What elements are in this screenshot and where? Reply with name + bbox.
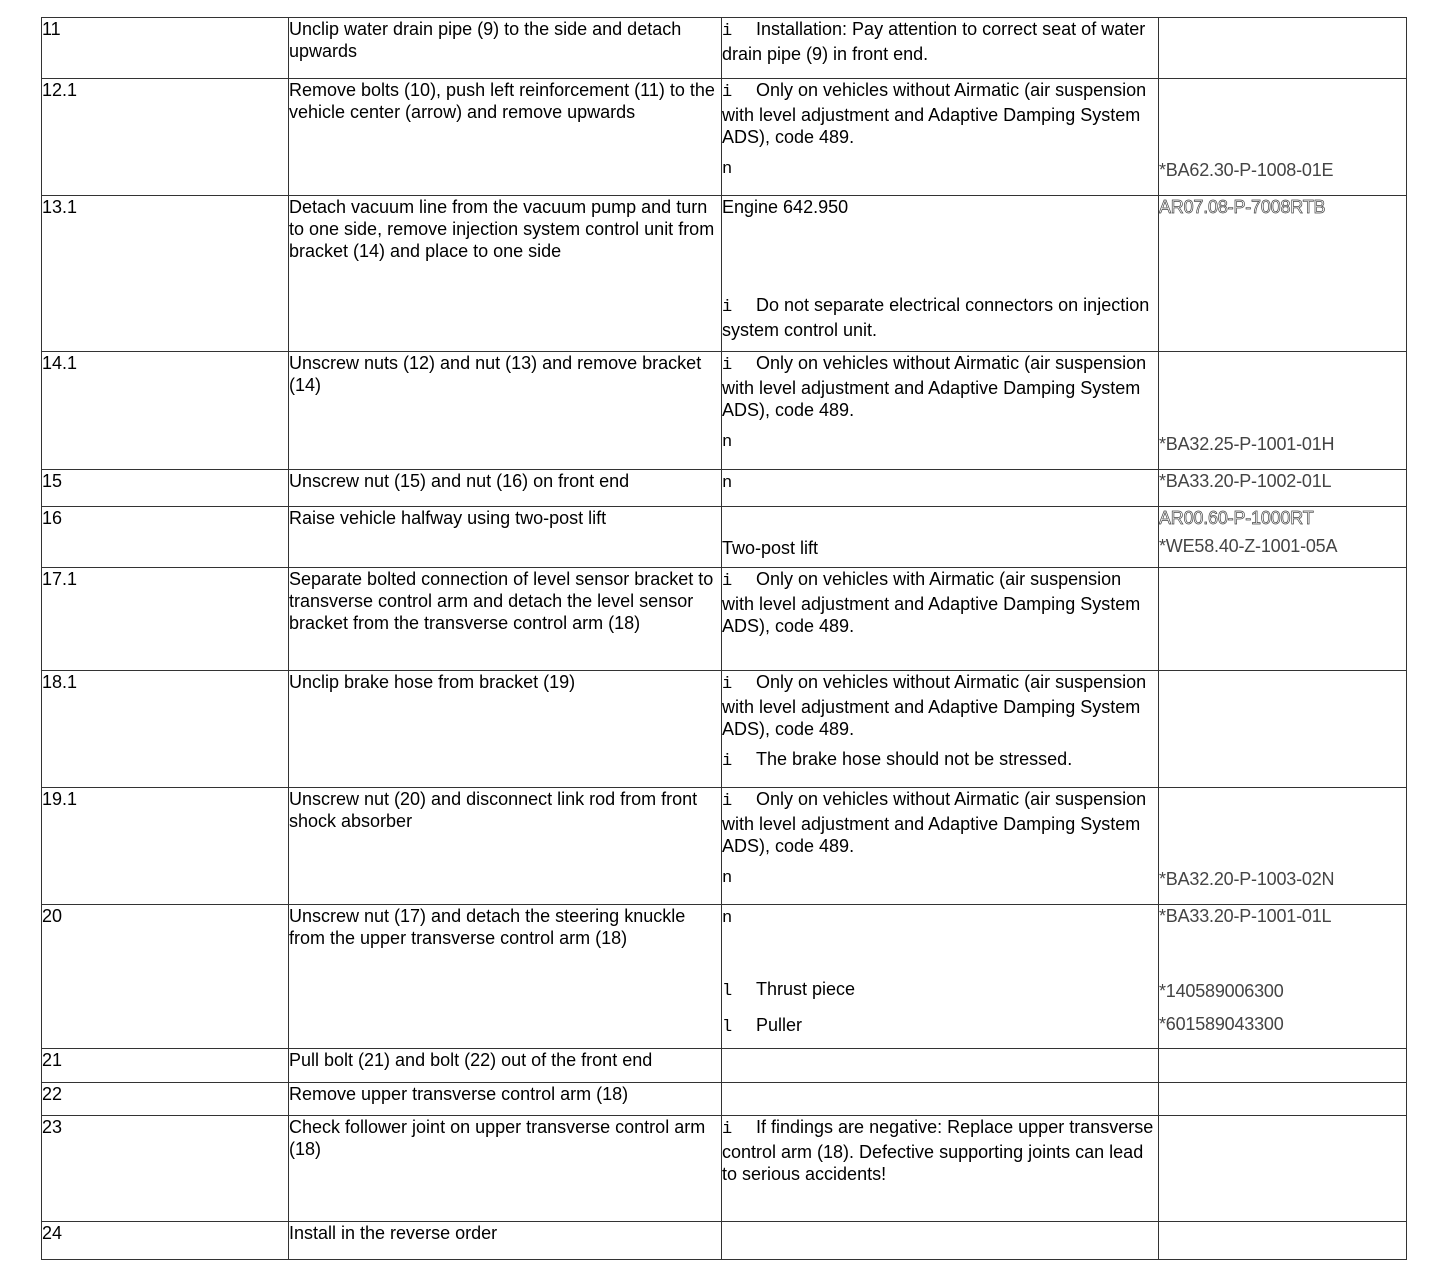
table-row: [42, 79, 1407, 196]
reference-link[interactable]: *BA32.20-P-1003-02N: [1159, 869, 1335, 889]
engine-label: Engine 642.950: [722, 197, 849, 217]
step-references: [1159, 905, 1407, 1049]
info-icon: i: [722, 752, 733, 771]
table-row: [42, 905, 1407, 1049]
step-notes: [722, 1049, 1159, 1083]
table-row: [42, 18, 1407, 79]
reference-link[interactable]: *BA32.25-P-1001-01H: [1159, 434, 1335, 454]
table-row: [42, 507, 1407, 568]
step-number: 21: [42, 1049, 289, 1083]
step-notes: [722, 79, 1159, 196]
step-notes: [722, 1083, 1159, 1116]
step-references: [1159, 1116, 1407, 1222]
step-description: Unclip brake hose from bracket (19): [289, 671, 722, 788]
table-row: [42, 568, 1407, 671]
reference-link[interactable]: *BA62.30-P-1008-01E: [1159, 160, 1334, 180]
step-notes: [722, 18, 1159, 79]
step-notes: [722, 1222, 1159, 1260]
step-notes: [722, 352, 1159, 470]
tool-icon: l: [722, 982, 733, 1001]
step-notes: [722, 905, 1159, 1049]
table-row: [42, 352, 1407, 470]
step-notes: [722, 507, 1159, 568]
step-references: [1159, 196, 1407, 352]
step-description: Pull bolt (21) and bolt (22) out of the front end: [289, 1049, 722, 1083]
step-notes: [722, 788, 1159, 905]
tool-icon: l: [722, 1018, 733, 1037]
step-number: 18.1: [42, 671, 289, 788]
step-description: Raise vehicle halfway using two-post lift: [289, 507, 722, 568]
step-description: Remove bolts (10), push left reinforcement (11) to the vehicle center (arrow) and remove upwards: [289, 79, 722, 196]
procedure-table: [41, 17, 1407, 1260]
step-description: Unscrew nuts (12) and nut (13) and remove bracket (14): [289, 352, 722, 470]
table-row: [42, 788, 1407, 905]
reference-link[interactable]: *BA33.20-P-1001-01L: [1159, 906, 1332, 926]
step-number: 13.1: [42, 196, 289, 352]
note-text: Only on vehicles with Airmatic (air suspension with level adjustment and Adaptive Damping System ADS), code 489.: [722, 569, 1141, 636]
info-icon: i: [722, 83, 733, 102]
note-text: The brake hose should not be stressed.: [756, 749, 1073, 769]
table-row: [42, 1083, 1407, 1116]
info-icon: i: [722, 22, 733, 41]
step-number: 16: [42, 507, 289, 568]
step-description: Unscrew nut (20) and disconnect link rod from front shock absorber: [289, 788, 722, 905]
step-number: 15: [42, 470, 289, 507]
step-number: 20: [42, 905, 289, 1049]
table-row: [42, 196, 1407, 352]
step-notes: [722, 470, 1159, 507]
table-row: [42, 470, 1407, 507]
info-icon: i: [722, 572, 733, 591]
tool-name: Puller: [756, 1015, 803, 1035]
reference-link[interactable]: *WE58.40-Z-1001-05A: [1159, 536, 1338, 556]
reference-link[interactable]: *601589043300: [1159, 1014, 1284, 1034]
step-description: Remove upper transverse control arm (18): [289, 1083, 722, 1116]
step-references: [1159, 671, 1407, 788]
tool-label: Two-post lift: [722, 538, 819, 558]
note-text: Do not separate electrical connectors on injection system control unit.: [722, 295, 1150, 340]
tightening-icon: n: [722, 474, 733, 493]
step-references: [1159, 568, 1407, 671]
step-notes: [722, 671, 1159, 788]
step-references: [1159, 352, 1407, 470]
tightening-icon: n: [722, 433, 733, 452]
step-description: Check follower joint on upper transverse control arm (18): [289, 1116, 722, 1222]
step-notes: [722, 568, 1159, 671]
tightening-icon: n: [722, 909, 733, 928]
step-references: [1159, 79, 1407, 196]
step-number: 12.1: [42, 79, 289, 196]
note-text: Installation: Pay attention to correct seat of water drain pipe (9) in front end.: [722, 19, 1146, 64]
step-references: [1159, 1222, 1407, 1260]
step-references: [1159, 788, 1407, 905]
step-description: Unclip water drain pipe (9) to the side and detach upwards: [289, 18, 722, 79]
step-notes: [722, 1116, 1159, 1222]
step-number: 24: [42, 1222, 289, 1260]
reference-link[interactable]: *140589006300: [1159, 981, 1284, 1001]
step-references: [1159, 18, 1407, 79]
reference-link[interactable]: *BA33.20-P-1002-01L: [1159, 471, 1332, 491]
info-icon: i: [722, 1120, 733, 1139]
step-references: [1159, 1049, 1407, 1083]
table-row: [42, 1116, 1407, 1222]
step-references: [1159, 507, 1407, 568]
step-number: 19.1: [42, 788, 289, 905]
step-description: Detach vacuum line from the vacuum pump and turn to one side, remove injection system control unit from bracket (14) and place to one side: [289, 196, 722, 352]
note-text: Only on vehicles without Airmatic (air suspension with level adjustment and Adaptive Damping System ADS), code 489.: [722, 353, 1147, 420]
info-icon: i: [722, 675, 733, 694]
step-number: 11: [42, 18, 289, 79]
step-references: [1159, 470, 1407, 507]
step-number: 23: [42, 1116, 289, 1222]
step-description: Unscrew nut (17) and detach the steering knuckle from the upper transverse control arm (18): [289, 905, 722, 1049]
reference-link[interactable]: AR00.60-P-1000RT: [1159, 508, 1314, 528]
step-references: [1159, 1083, 1407, 1116]
tightening-icon: n: [722, 869, 733, 888]
tightening-icon: n: [722, 160, 733, 179]
table-row: [42, 1222, 1407, 1260]
step-description: Unscrew nut (15) and nut (16) on front end: [289, 470, 722, 507]
note-text: Only on vehicles without Airmatic (air suspension with level adjustment and Adaptive Damping System ADS), code 489.: [722, 789, 1147, 856]
step-description: Separate bolted connection of level sensor bracket to transverse control arm and detach the level sensor bracket from the transverse control arm (18): [289, 568, 722, 671]
step-number: 22: [42, 1083, 289, 1116]
tool-name: Thrust piece: [756, 979, 856, 999]
step-number: 17.1: [42, 568, 289, 671]
note-text: If findings are negative: Replace upper transverse control arm (18). Defective supporting joints can lead to serious accidents!: [722, 1117, 1154, 1184]
step-number: 14.1: [42, 352, 289, 470]
step-notes: [722, 196, 1159, 352]
note-text: Only on vehicles without Airmatic (air suspension with level adjustment and Adaptive Damping System ADS), code 489.: [722, 672, 1147, 739]
reference-link[interactable]: AR07.08-P-7008RTB: [1159, 197, 1326, 217]
info-icon: i: [722, 298, 733, 317]
table-row: [42, 1049, 1407, 1083]
info-icon: i: [722, 356, 733, 375]
table-row: [42, 671, 1407, 788]
step-description: Install in the reverse order: [289, 1222, 722, 1260]
note-text: Only on vehicles without Airmatic (air suspension with level adjustment and Adaptive Damping System ADS), code 489.: [722, 80, 1147, 147]
info-icon: i: [722, 792, 733, 811]
